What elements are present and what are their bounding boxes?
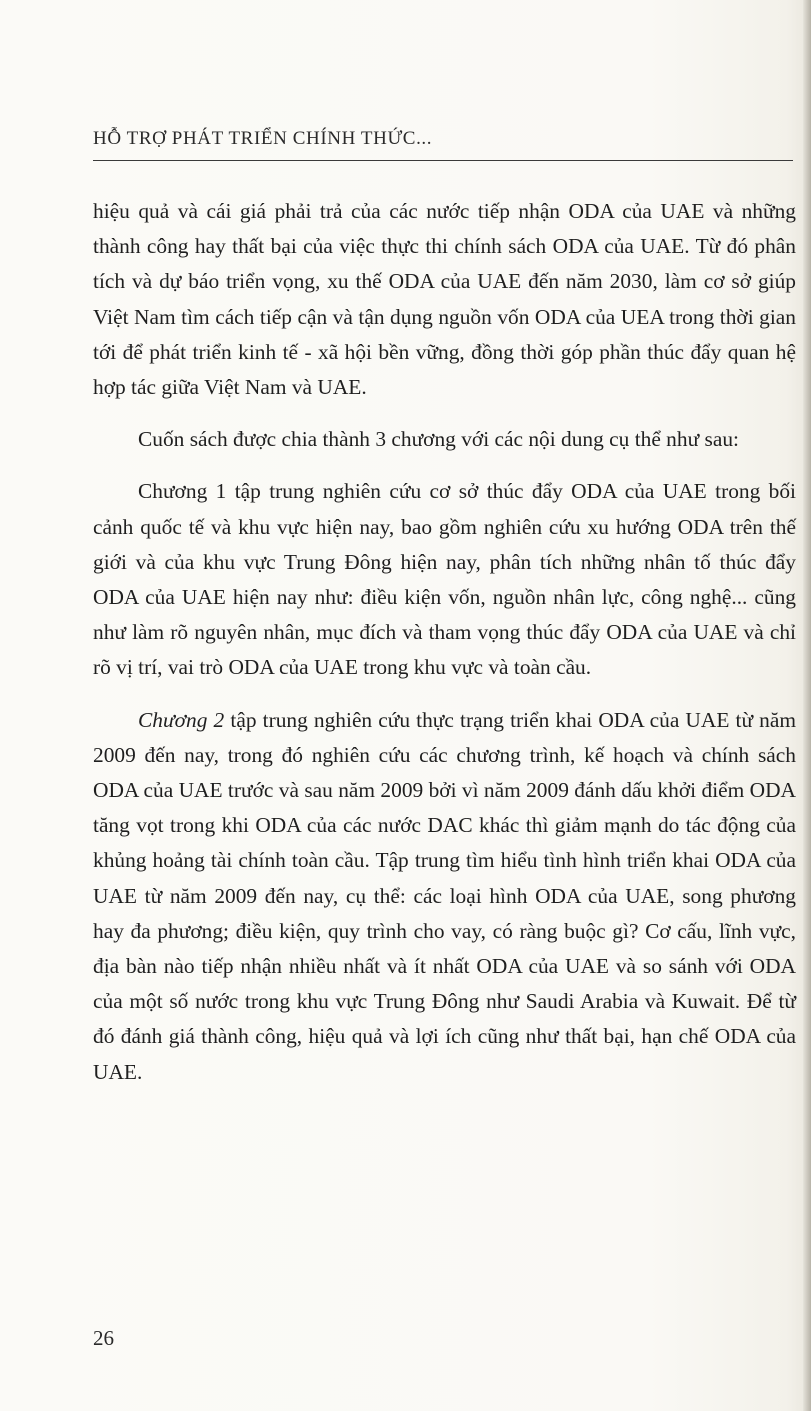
- paragraph-2: Cuốn sách được chia thành 3 chương với các nội dung cụ thể như sau:: [138, 427, 739, 452]
- body-text: [93, 194, 796, 1107]
- running-header: HỖ TRỢ PHÁT TRIỂN CHÍNH THỨC...: [93, 128, 433, 149]
- page-edge-shadow: [803, 0, 811, 1411]
- paragraph-3: Chương 1 tập trung nghiên cứu cơ sở thúc đẩy ODA của UAE trong bối cảnh quốc tế và khu vực hiện nay, bao gồm nghiên cứu xu hướng ODA trên thế giới và của khu vực Trung Đông hiện nay, phân tích những nhân tố thúc đẩy ODA của UAE hiện nay như: điều kiện vốn, nguồn nhân lực, công nghệ... cũng như làm rõ nguyên nhân, mục đích và tham vọng thúc đẩy ODA của UAE và chỉ rõ vị trí, vai trò ODA của UAE trong khu vực và toàn cầu.: [93, 479, 796, 680]
- paragraph-4: [93, 703, 796, 1090]
- paragraph-4-text: tập trung nghiên cứu thực trạng triển khai ODA của UAE từ năm 2009 đến nay, trong đó nghiên cứu các chương trình, kế hoạch và chính sách ODA của UAE trước và sau năm 2009 bởi vì năm 2009 đánh dấu khởi điểm ODA tăng vọt trong khi ODA của các nước DAC khác thì giảm mạnh do tác động của khủng hoảng tài chính toàn cầu. Tập trung tìm hiểu tình hình triển khai ODA của UAE từ năm 2009 đến nay, cụ thể: các loại hình ODA của UAE, song phương hay đa phương; điều kiện, quy trình cho vay, có ràng buộc gì? Cơ cấu, lĩnh vực, địa bàn nào tiếp nhận nhiều nhất và ít nhất ODA của UAE và so sánh với ODA của một số nước trong khu vực Trung Đông như Saudi Arabia và Kuwait. Để từ đó đánh giá thành công, hiệu quả và lợi ích cũng như thất bại, hạn chế ODA của UAE.: [93, 707, 797, 1084]
- header-rule: [93, 160, 793, 161]
- chapter-2-label: Chương 2: [138, 707, 225, 732]
- page-number: 26: [93, 1326, 114, 1350]
- paragraph-1: hiệu quả và cái giá phải trả của các nước tiếp nhận ODA của UAE và những thành công hay thất bại của việc thực thi chính sách ODA của UAE. Từ đó phân tích và dự báo triển vọng, xu thế ODA của UAE đến năm 2030, làm cơ sở giúp Việt Nam tìm cách tiếp cận và tận dụng nguồn vốn ODA của UEA trong thời gian tới để phát triển kinh tế - xã hội bền vững, đồng thời góp phần thúc đẩy quan hệ hợp tác giữa Việt Nam và UAE.: [93, 199, 796, 400]
